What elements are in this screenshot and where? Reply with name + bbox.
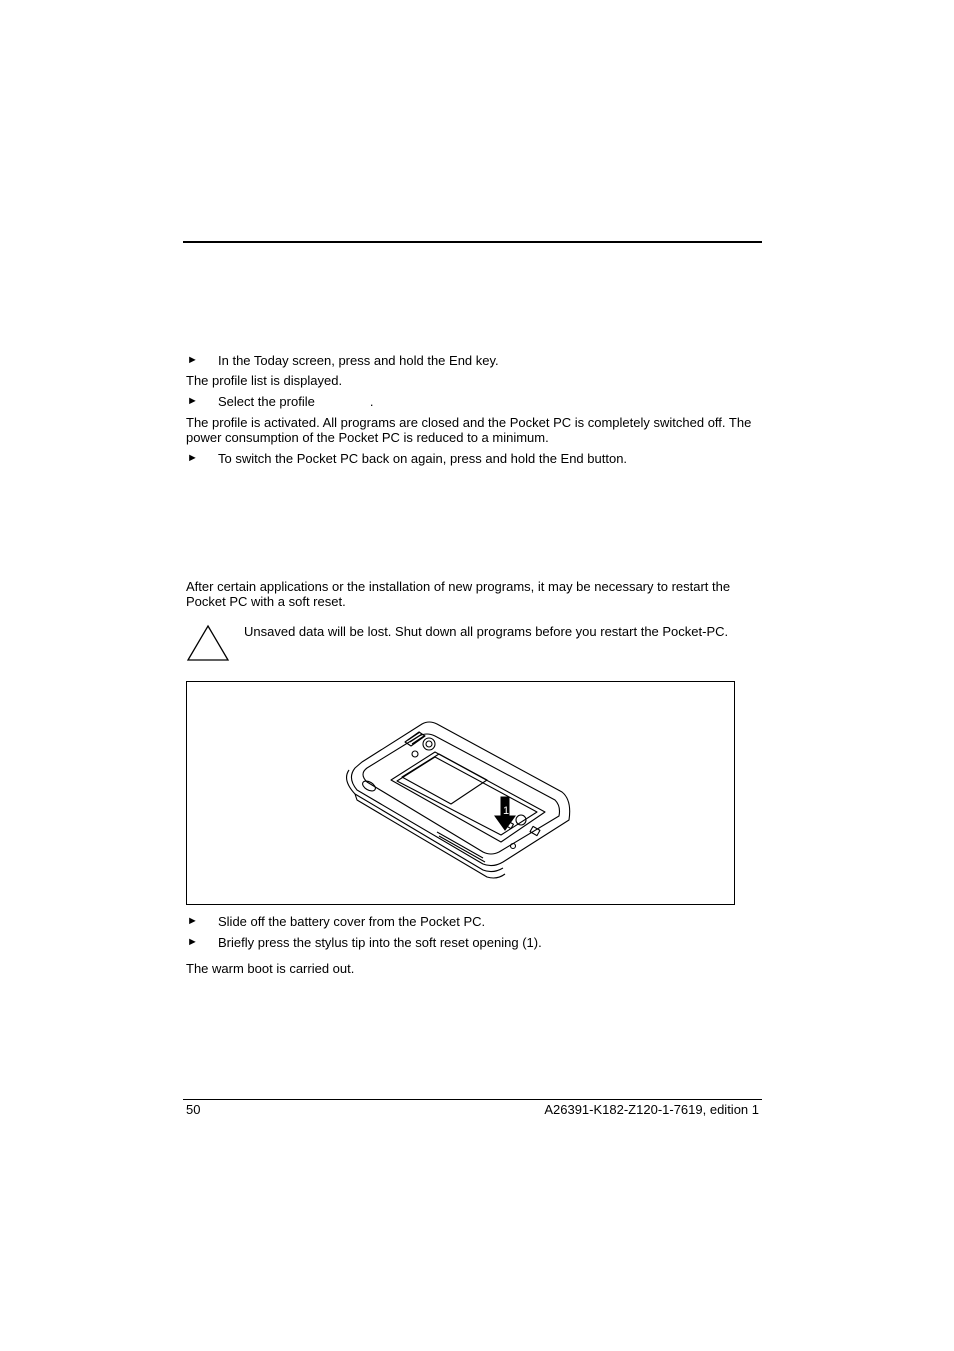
- paragraph-line: power consumption of the Pocket PC is reduced to a minimum.: [186, 430, 549, 445]
- paragraph-line: The profile is activated. All programs are closed and the Pocket PC is completely switched off. The: [186, 415, 752, 430]
- instruction-slide-cover: Slide off the battery cover from the Pocket PC.: [218, 914, 486, 929]
- bullet-marker: ►: [187, 915, 198, 927]
- bullet-marker: ►: [187, 354, 198, 366]
- instruction-select-profile: Select the profile .: [218, 394, 374, 409]
- pocket-pc-illustration: [187, 682, 734, 904]
- footer-rule: [183, 1099, 762, 1100]
- figure-frame: [186, 681, 735, 905]
- result-profile-activated: [186, 415, 761, 445]
- bullet-marker: ►: [187, 936, 198, 948]
- header-rule: [183, 241, 762, 243]
- paragraph-line: After certain applications or the installation of new programs, it may be necessary to restart the: [186, 579, 731, 594]
- warning-text: Unsaved data will be lost. Shut down all programs before you restart the Pocket-PC.: [244, 624, 729, 639]
- callout-arrow-icon: [495, 797, 515, 830]
- instruction-press-reset: Briefly press the stylus tip into the soft reset opening (1).: [218, 935, 542, 950]
- bullet-marker: ►: [187, 452, 198, 464]
- soft-reset-intro: [186, 579, 761, 609]
- paragraph-line: Pocket PC with a soft reset.: [186, 594, 346, 609]
- instruction-switch-on: To switch the Pocket PC back on again, press and hold the End button.: [218, 451, 628, 466]
- result-warm-boot: The warm boot is carried out.: [186, 961, 355, 976]
- result-profile-list: The profile list is displayed.: [186, 373, 343, 388]
- page-number: 50: [186, 1102, 201, 1117]
- warning-triangle-icon: [186, 624, 230, 662]
- document-id: A26391-K182-Z120-1-7619, edition 1: [544, 1102, 759, 1117]
- callout-label: 1: [503, 805, 510, 817]
- instruction-press-end-key: In the Today screen, press and hold the End key.: [218, 353, 499, 368]
- bullet-marker: ►: [187, 395, 198, 407]
